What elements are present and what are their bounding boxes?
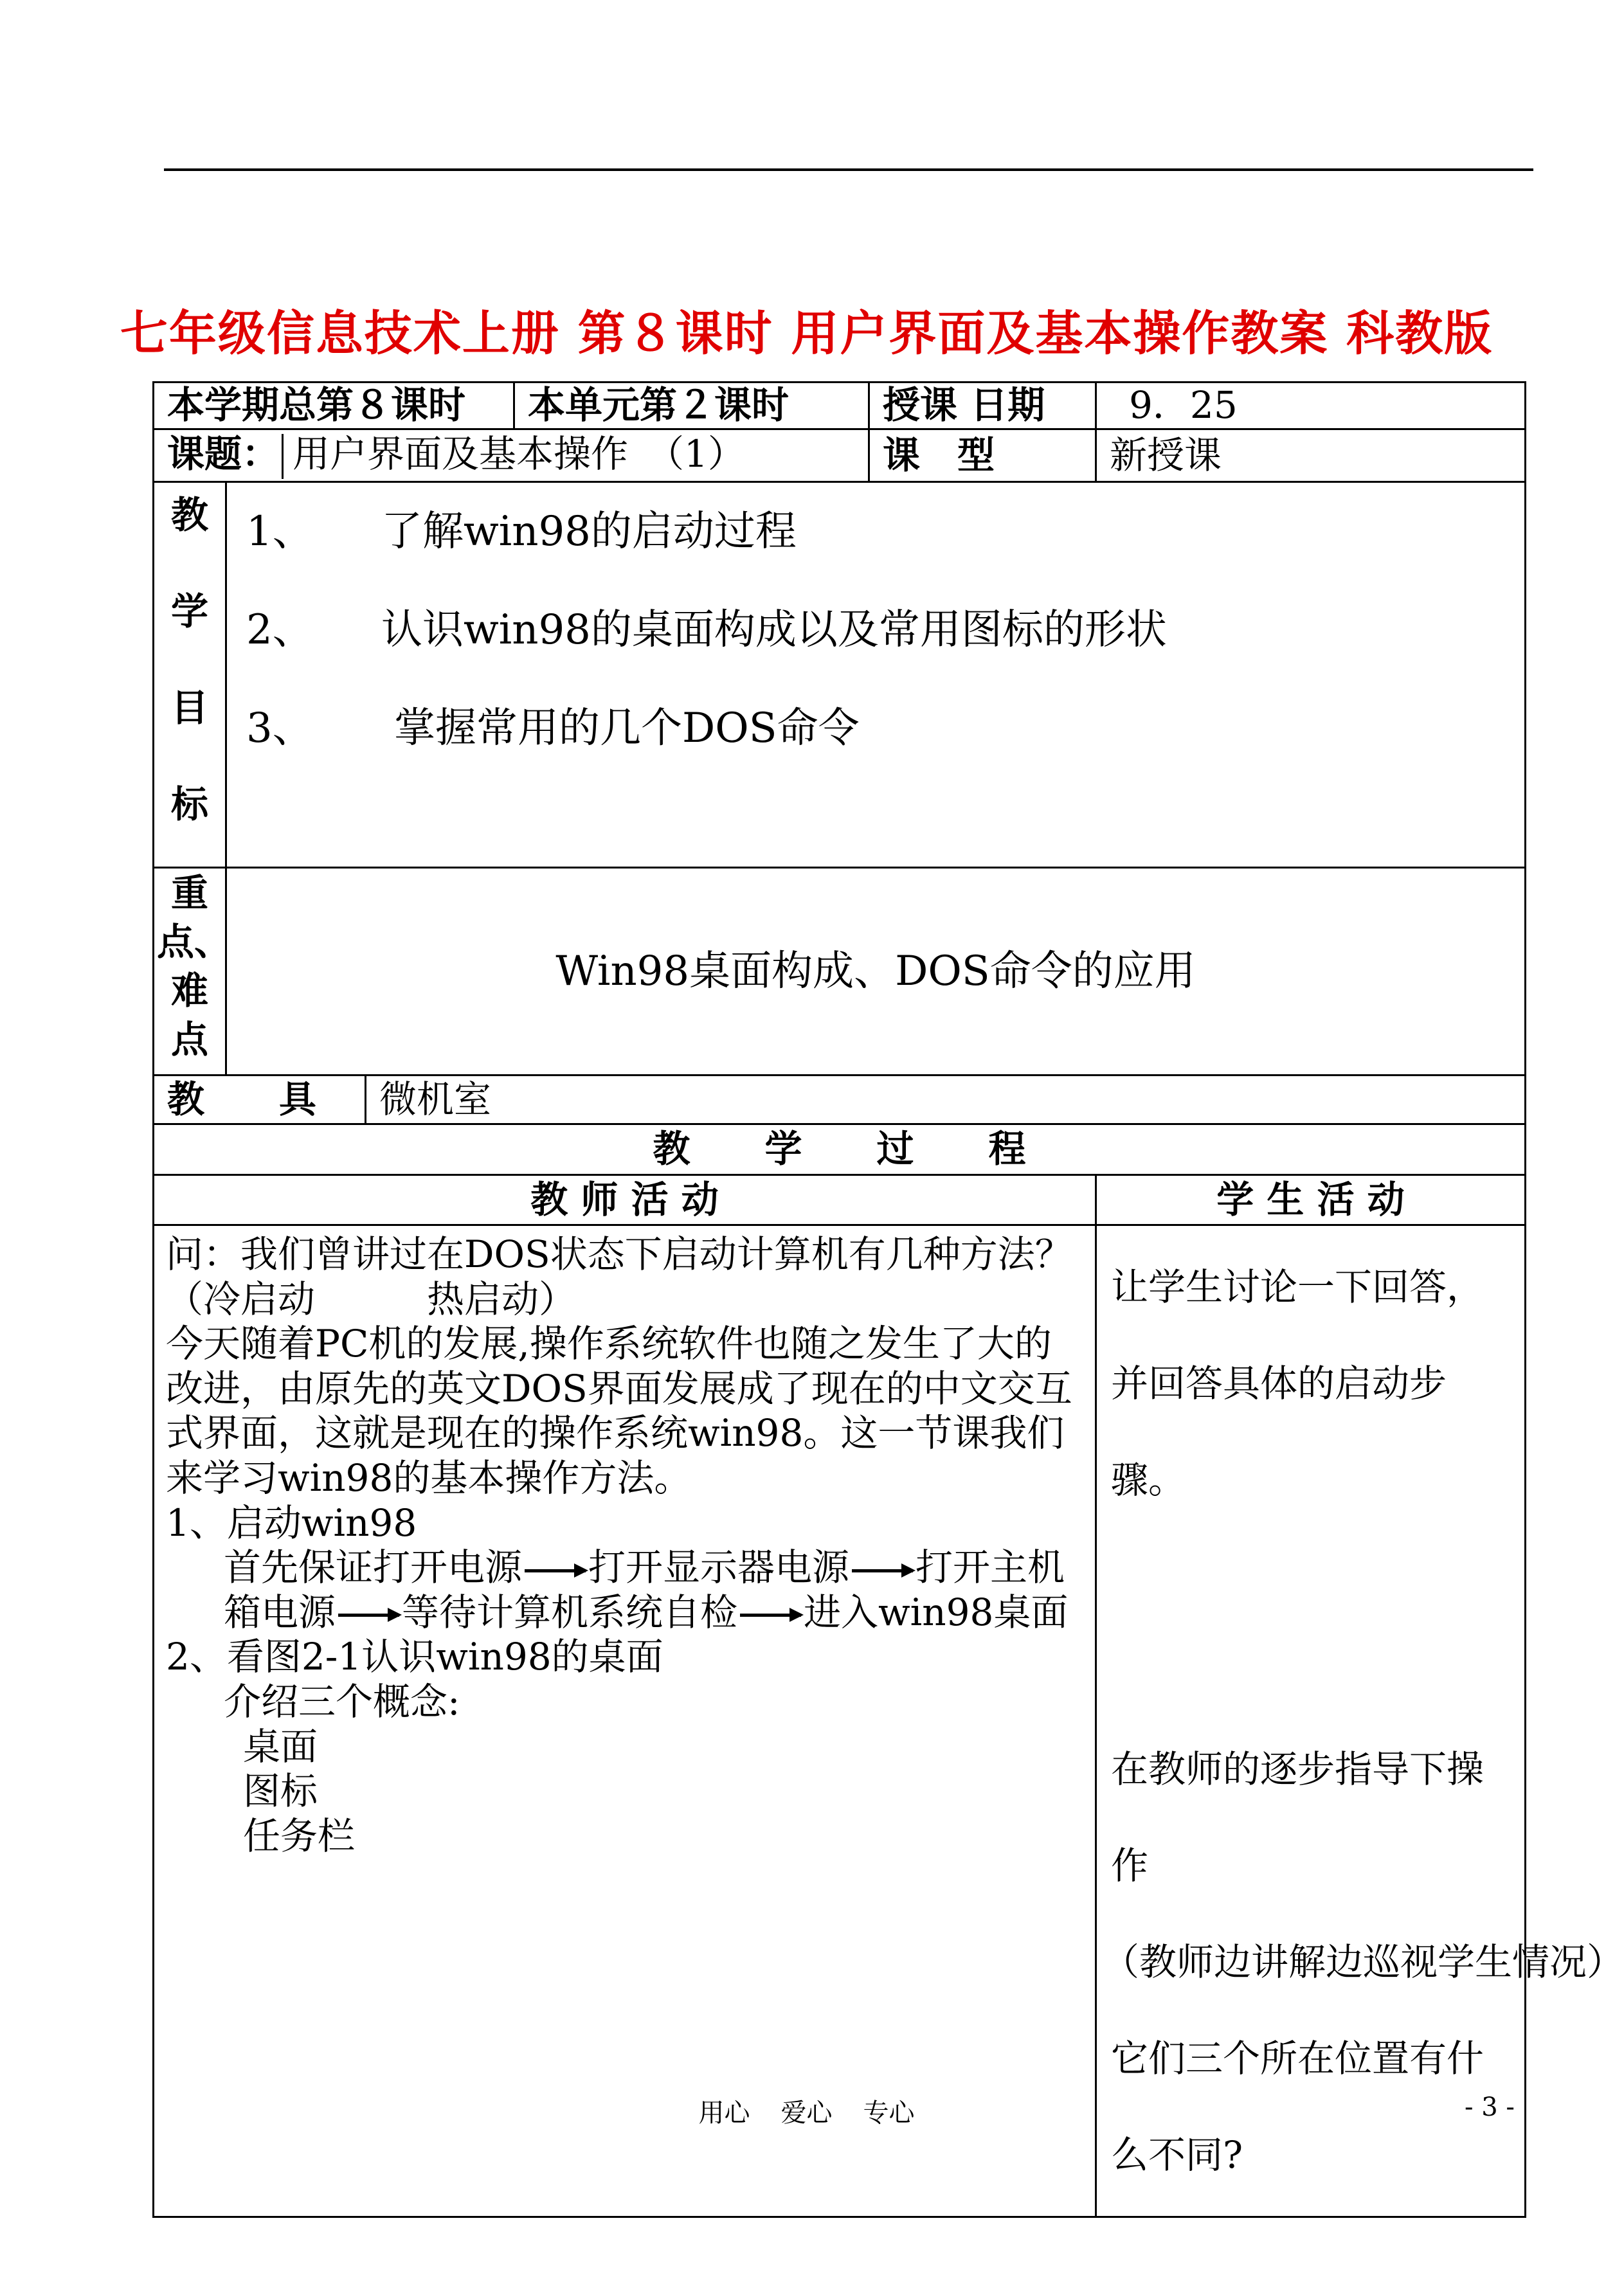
type-value: 新授课 xyxy=(1096,429,1526,482)
teacher-question: 问：我们曾讲过在DOS状态下启动计算机有几种方法？ xyxy=(166,1232,1072,1276)
teacher-activity xyxy=(154,1225,1096,2217)
section-startup: 1、启动win98 xyxy=(166,1500,417,1545)
objectives-label-char: 目 xyxy=(170,686,208,730)
date-value: 9．25 xyxy=(1096,382,1526,429)
arrow-right-icon xyxy=(740,1614,801,1617)
concept-item: 图标 xyxy=(243,1769,318,1814)
teacher-answer-hint: （冷启动 热启动） xyxy=(166,1277,577,1321)
objectives-label-char: 标 xyxy=(170,782,208,826)
section-desktop: 2、看图2-1认识win98的桌面 xyxy=(166,1635,663,1679)
objective-item: 1、 了解win98的启动过程 xyxy=(246,508,797,556)
student-activity xyxy=(1096,1225,1624,2217)
topic-divider xyxy=(282,434,284,479)
process-header-row xyxy=(154,1124,1526,1175)
topic-label: 课题： xyxy=(167,431,280,476)
arrow-right-icon xyxy=(852,1569,913,1572)
objective-item: 3、 掌握常用的几个DOS命令 xyxy=(246,705,860,753)
process-header: 教 学 过 程 xyxy=(154,1124,1526,1175)
objectives-list xyxy=(226,482,1526,868)
objectives-label-char: 教 xyxy=(170,493,208,537)
student-discuss: 让学生讨论一下回答，并回答具体的启动步骤。 xyxy=(1111,1265,1484,1502)
header-rule xyxy=(164,168,1533,171)
date-label: 授课 日期 xyxy=(869,382,1096,429)
keypoints-label: 重 点、 难 点 xyxy=(154,868,226,1076)
concept-item: 任务栏 xyxy=(243,1814,356,1858)
student-operate: 在教师的逐步指导下操作 xyxy=(1111,1747,1484,1887)
arrow-right-icon xyxy=(525,1569,586,1572)
info-row xyxy=(154,382,1526,429)
lesson-plan-table xyxy=(152,381,1624,2218)
objectives-label-char: 学 xyxy=(170,590,208,633)
topic-row xyxy=(154,429,1526,482)
student-activity-header: 学 生 活 动 xyxy=(1096,1175,1526,1225)
concepts-intro: 介绍三个概念: xyxy=(224,1679,460,1724)
activity-row xyxy=(154,1225,1526,2217)
term-lesson: 本学期总第８课时 xyxy=(154,382,514,429)
objectives-label xyxy=(154,482,226,868)
page-number: - 3 - xyxy=(1465,2092,1515,2122)
tools-value: 微机室 xyxy=(366,1076,1526,1124)
objective-item: 2、 认识win98的桌面构成以及常用图标的形状 xyxy=(246,606,1167,654)
student-question: 它们三个所在位置有什么不同? xyxy=(1111,2037,1484,2177)
teacher-intro: 今天随着PC机的发展,操作系统软件也随之发生了大的改进，由原先的英文DOS界面发展成了现在的中文交互式界面，这就是现在的操作系统win98。这一节课我们来学习win98的基本操作方法。 xyxy=(166,1322,1072,1500)
concept-item: 桌面 xyxy=(243,1724,318,1769)
document-title: 七年级信息技术上册 第８课时 用户界面及基本操作教案 科教版 xyxy=(120,306,1493,361)
tools-label: 教 具 xyxy=(154,1076,366,1124)
topic-value: 用户界面及基本操作 （1） xyxy=(293,431,745,476)
teacher-activity-header: 教 师 活 动 xyxy=(154,1175,1096,1225)
arrow-right-icon xyxy=(338,1614,399,1617)
tools-row xyxy=(154,1076,1526,1124)
footer-motto: 用心 爱心 专心 xyxy=(698,2098,915,2128)
activity-header-row xyxy=(154,1175,1526,1225)
type-label: 课 型 xyxy=(869,429,1096,482)
topic-cell xyxy=(154,429,869,482)
unit-lesson: 本单元第２课时 xyxy=(514,382,869,429)
student-observe: （教师边讲解边巡视学生情况） xyxy=(1102,1940,1624,1984)
keypoints-text: Win98桌面构成、DOS命令的应用 xyxy=(226,868,1526,1076)
startup-steps: 首先保证打开电源 打开显示器电源 打开主机箱电源 等待计算机系统自检 进入win98桌面 xyxy=(224,1545,1069,1634)
keypoints-row xyxy=(154,868,1526,1076)
objectives-row xyxy=(154,482,1526,868)
